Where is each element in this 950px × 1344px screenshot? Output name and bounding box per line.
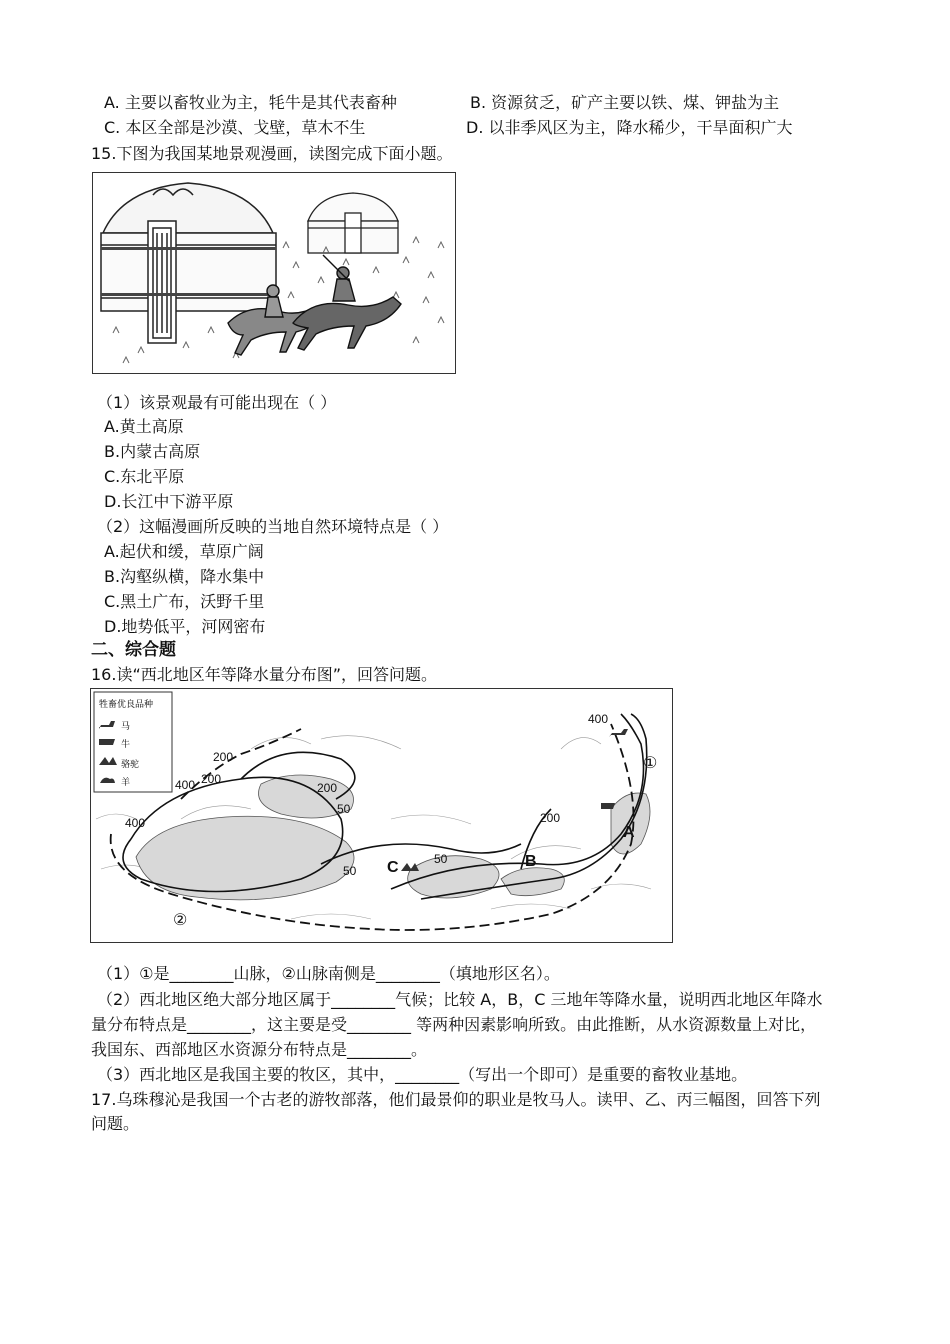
q16-part2-line3: 我国东、西部地区水资源分布特点是________。 bbox=[91, 1040, 428, 1059]
q14-option-c: C. 本区全部是沙漠、戈壁，草木不生 bbox=[104, 118, 366, 137]
yurt-landscape-cartoon bbox=[92, 172, 456, 374]
map-point-c: C bbox=[387, 859, 399, 876]
section-heading: 二、综合题 bbox=[91, 640, 176, 660]
q15-sub1-option-d: D.长江中下游平原 bbox=[104, 492, 234, 511]
q16-part2-line1: （2）西北地区绝大部分地区属于________气候；比较 A，B，C 三地年等降水量，说明西北地区年降水 bbox=[97, 990, 823, 1009]
isohyet-label: 200 bbox=[213, 750, 234, 764]
q16-part1: （1）①是________山脉，②山脉南侧是________（填地形区名）。 bbox=[97, 964, 560, 983]
q15-sub1-option-a: A.黄土高原 bbox=[104, 417, 184, 436]
q15-stem: 15.下图为我国某地景观漫画，读图完成下面小题。 bbox=[91, 144, 453, 163]
q14-option-d: D. 以非季风区为主，降水稀少，干旱面积广大 bbox=[466, 118, 793, 137]
q15-sub2-option-b: B.沟壑纵横，降水集中 bbox=[104, 567, 265, 586]
map-legend-camel: 骆驼 bbox=[121, 759, 140, 769]
isohyet-label: 200 bbox=[540, 811, 561, 825]
q17-line2: 问题。 bbox=[91, 1114, 140, 1133]
q14-option-b: B. 资源贫乏，矿产主要以铁、煤、钾盐为主 bbox=[470, 93, 780, 112]
northwest-precipitation-map bbox=[90, 688, 673, 943]
map-point-a: A bbox=[623, 824, 635, 841]
q15-sub1-stem: （1）该景观最有可能出现在（ ） bbox=[97, 393, 337, 412]
q16-part3: （3）西北地区是我国主要的牧区，其中，________（写出一个即可）是重要的畜牧业基地。 bbox=[97, 1065, 748, 1084]
isohyet-label: 50 bbox=[337, 802, 351, 816]
isohyet-label: 200 bbox=[201, 772, 222, 786]
isohyet-label: 50 bbox=[343, 864, 357, 878]
q16-part2-line2: 量分布特点是________，这主要是受________ 等两种因素影响所致。由此推断，从水资源数量上对比， bbox=[91, 1015, 817, 1034]
map-mountain-2: ② bbox=[173, 912, 188, 929]
q15-sub1-option-c: C.东北平原 bbox=[104, 467, 185, 486]
isohyet-label: 200 bbox=[317, 781, 338, 795]
map-mountain-1: ① bbox=[643, 755, 658, 772]
q15-sub2-option-c: C.黑土广布，沃野千里 bbox=[104, 592, 265, 611]
isohyet-label: 400 bbox=[175, 778, 196, 792]
q14-option-a: A. 主要以畜牧业为主，牦牛是其代表畜种 bbox=[104, 93, 397, 112]
cattle-icon bbox=[99, 739, 115, 745]
q15-sub2-option-a: A.起伏和缓，草原广阔 bbox=[104, 542, 264, 561]
q16-stem: 16.读“西北地区年等降水量分布图”，回答问题。 bbox=[91, 665, 438, 684]
isohyet-label: 50 bbox=[434, 852, 448, 866]
q15-sub2-option-d: D.地势低平，河网密布 bbox=[104, 617, 266, 636]
q15-sub1-option-b: B.内蒙古高原 bbox=[104, 442, 201, 461]
isohyet-label: 400 bbox=[125, 816, 146, 830]
map-point-b: B bbox=[525, 853, 537, 870]
map-legend-sheep: 羊 bbox=[121, 777, 131, 787]
map-legend-title: 牲畜优良品种 bbox=[99, 699, 154, 709]
map-legend-cattle: 牛 bbox=[121, 739, 131, 749]
map-legend-horse: 马 bbox=[121, 721, 131, 731]
q15-sub2-stem: （2）这幅漫画所反映的当地自然环境特点是（ ） bbox=[97, 517, 449, 536]
isohyet-label: 400 bbox=[588, 712, 609, 726]
q17-line1: 17.乌珠穆沁是我国一个古老的游牧部落，他们最景仰的职业是牧马人。读甲、乙、丙三幅图，回答下列 bbox=[91, 1090, 821, 1109]
